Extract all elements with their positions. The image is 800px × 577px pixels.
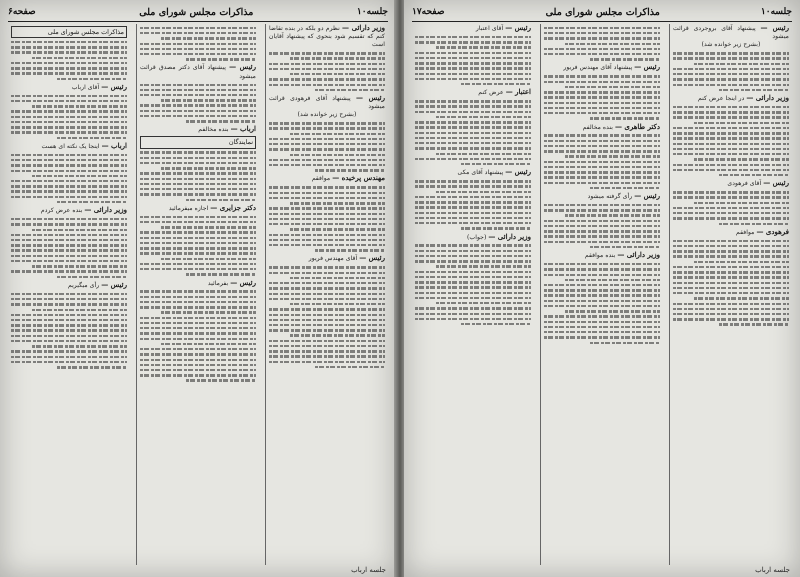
text-block: [11, 95, 127, 139]
speech-text: آقای مهندس فریور: [308, 255, 358, 263]
text-block: [673, 191, 789, 225]
speech-text: (جواب): [467, 233, 487, 241]
text-block: [11, 218, 127, 278]
speaker-name: رئیس —: [101, 81, 127, 91]
speaker-name: رئیس —: [230, 277, 256, 287]
speech-text: اجازه میفرمائید: [168, 204, 209, 212]
speaker-name: فرهودی —: [756, 226, 789, 236]
text-block: [269, 266, 385, 368]
text-block: [544, 75, 660, 119]
speaker-name: رئیس —: [505, 167, 531, 177]
right-page-footer: جلسه ارباب: [755, 566, 790, 574]
speech-text: بنده مخالفم: [198, 126, 229, 134]
speaker-name: رئیس —: [634, 62, 660, 72]
right-page-header: [412, 4, 792, 20]
text-block: [140, 27, 256, 61]
vote-note: (بشرح زیر خوانده شد): [701, 41, 761, 49]
text-block: [140, 290, 256, 381]
speaker-name: رئیس —: [355, 93, 386, 102]
text-block: [415, 36, 531, 86]
right-page: [404, 0, 800, 577]
text-block: [544, 204, 660, 248]
speaker-name: وزیر دارائی —: [617, 250, 660, 260]
left-page: [0, 0, 396, 577]
speech-text: موافقم: [736, 228, 755, 236]
speaker-name: وزیر دارائی —: [341, 24, 385, 32]
right-page-title: مذاکرات مجلس شورای ملی: [545, 6, 660, 18]
speech-text: بنده عرض کردم: [40, 207, 83, 215]
text-block: [544, 27, 660, 61]
text-block: [415, 180, 531, 230]
speech-text: پیشنهاد آقای مهندس فریور: [563, 64, 633, 72]
right-page-session: صفحه۱۷: [412, 7, 445, 17]
right-columns: [412, 24, 792, 565]
text-block: [673, 240, 789, 326]
text-block: [415, 100, 531, 165]
text-block: [140, 151, 256, 201]
text-block: [269, 52, 385, 91]
speech-text: بفرمائید: [207, 279, 229, 287]
text-block: [11, 293, 127, 369]
column-heading: مذاکرات مجلس شورای ملی: [11, 26, 127, 38]
speaker-name: رئیس —: [763, 178, 789, 188]
header-rule: [8, 21, 388, 22]
text-block: [415, 244, 531, 325]
speech-text: موافقم: [311, 175, 331, 183]
text-block: [140, 216, 256, 276]
text-block: [544, 263, 660, 344]
speaker-name: وزیر دارائی —: [84, 205, 127, 215]
right-column-3: [412, 24, 534, 565]
boxed-heading: نمایندگان: [140, 136, 256, 148]
speech-text: آقای ارباب: [71, 83, 100, 91]
speaker-name: دکتر جزایری —: [210, 202, 256, 212]
right-column-1: [669, 24, 792, 565]
speech-text: پیشنهاد آقای فرهودی قرائت میشود: [269, 95, 385, 111]
speaker-name: وزیر دارائی —: [488, 231, 531, 241]
speaker-name: رئیس —: [505, 24, 531, 32]
speaker-name: رئیس —: [229, 62, 257, 72]
speech-text: پیشنهاد آقای بروجردی قرائت میشود: [673, 25, 789, 41]
vote-note: (بشرح زیر خوانده شد): [297, 111, 357, 119]
text-block: [544, 134, 660, 189]
speaker-name: وزیر دارائی —: [746, 93, 789, 102]
speech-text: بنده موافقم: [584, 252, 616, 260]
text-block: [11, 41, 127, 80]
left-page-session: صفحه۶: [8, 7, 36, 17]
speaker-name: مهندس پرخیده —: [332, 173, 385, 183]
speech-text: پیشنهاد آقای دکتر مصدق قرائت میشود: [140, 64, 256, 80]
left-page-footer: جلسه ارباب: [351, 566, 386, 574]
speech-text: بنده مخالفم: [582, 123, 613, 131]
text-block: [673, 106, 789, 176]
left-page-number: جلسه۱۰: [356, 7, 388, 17]
left-column-1: [265, 24, 388, 565]
speech-text: پیشنهاد آقای مکی: [457, 169, 504, 177]
speech-text: آقای فرهودی: [727, 180, 762, 188]
speech-text: اینجا یک نکته ای هست: [41, 142, 100, 150]
text-block: [269, 186, 385, 251]
speaker-name: رئیس —: [760, 24, 789, 32]
speech-text: عرض کنم: [478, 89, 504, 97]
speech-text: رأی گرفته میشود: [587, 193, 633, 201]
right-page-number: جلسه۱۰: [760, 7, 792, 17]
left-page-header: [8, 4, 388, 20]
speaker-name: رئیس —: [101, 279, 127, 289]
speaker-name: رئیس —: [359, 253, 385, 263]
text-block: [269, 122, 385, 172]
speaker-name: دکتر طاهری —: [614, 121, 660, 131]
speaker-name: ارباب —: [230, 124, 256, 134]
speech-text: رأی میگیریم: [67, 281, 100, 289]
speaker-name: اعتبار —: [505, 87, 531, 97]
speaker-name: ارباب —: [101, 140, 127, 150]
left-column-2: [136, 24, 259, 565]
text-block: [673, 52, 789, 91]
left-page-title: مذاکرات مجلس شورای ملی: [139, 6, 254, 18]
right-column-2: [540, 24, 663, 565]
text-block: [11, 154, 127, 204]
speaker-name: رئیس —: [634, 191, 660, 201]
text-block: [140, 84, 256, 123]
left-column-3: [8, 24, 130, 565]
left-columns: [8, 24, 388, 565]
speech-text: آقای اعتبار: [475, 25, 504, 32]
speech-text: نظرم دو بلکه در بنده تقاضا کنم که تقسیم شود بنحوی که پیشنهاد آقایان است: [269, 25, 385, 49]
speech-text: در اینجا عرض کنم: [698, 95, 745, 102]
header-rule: [412, 21, 792, 22]
